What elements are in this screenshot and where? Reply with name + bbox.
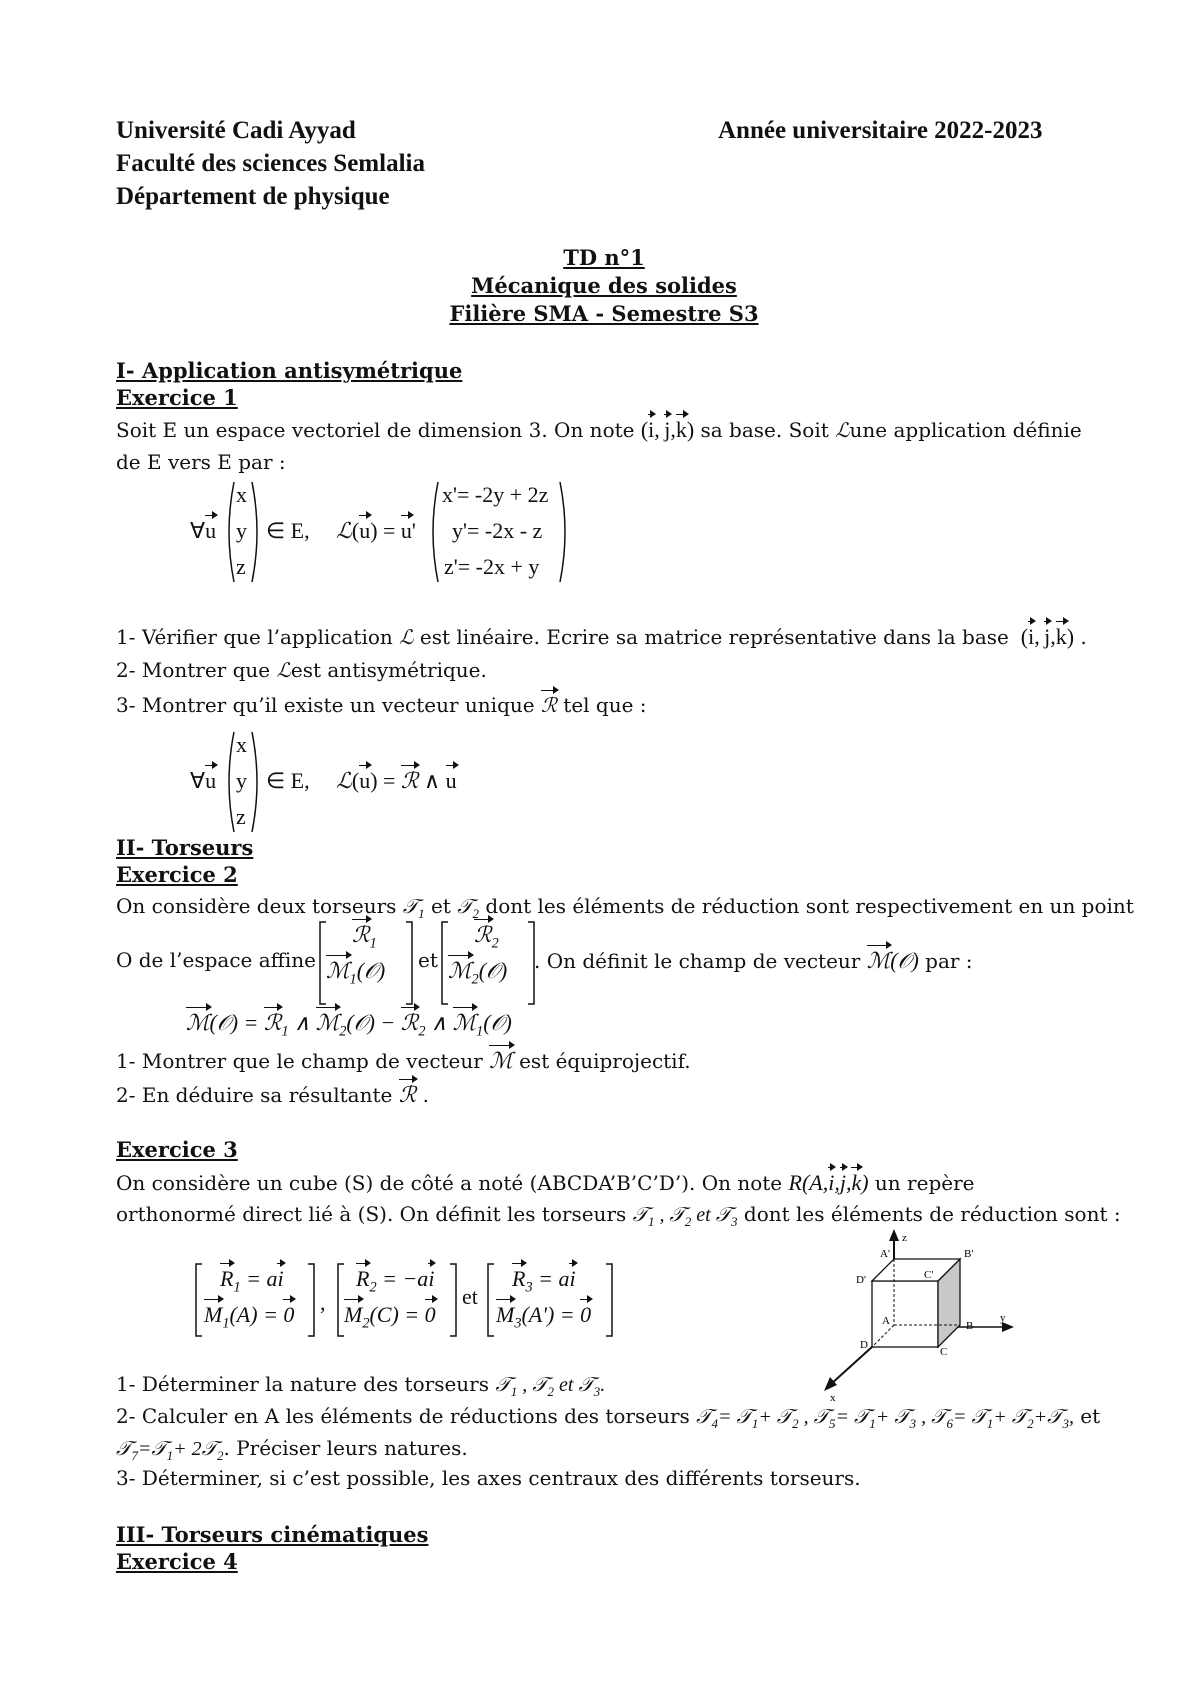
academic-year: Année universitaire 2022-2023	[718, 117, 1043, 144]
ex1-intro-line2: de E vers E par :	[116, 450, 286, 474]
section-3-heading: III- Torseurs cinématiques	[116, 1522, 429, 1547]
ex2-line1: On considère deux torseurs 𝒯$_1$ et 𝒯$_2$ dont les éléments de réduction sont respectivement en un point	[116, 894, 1134, 921]
basis-ijk: (i, j,k)	[640, 417, 695, 442]
svg-text:D: D	[860, 1339, 868, 1351]
svg-text:A: A	[882, 1315, 890, 1327]
svg-text:A': A'	[880, 1248, 890, 1260]
exercise-3-heading: Exercice 3	[116, 1137, 238, 1162]
td-number: TD n°1	[563, 245, 645, 270]
ex3-q2-line1: 2- Calculer en A les éléments de réductions des torseurs 𝒯$_4$= 𝒯$_1$+ 𝒯$_2$ , 𝒯$_5$= 𝒯$_1$+ 𝒯$_3$ , 𝒯$_6$= 𝒯$_1$+ 𝒯$_2$+𝒯$_3$, et	[116, 1404, 1101, 1431]
ex1-q3: 3- Montrer qu’il existe un vecteur unique ℛ tel que :	[116, 693, 647, 717]
ex2-line2b: . On définit le champ de vecteur ℳ(𝒪) par :	[534, 948, 973, 973]
svg-text:x: x	[830, 1392, 836, 1404]
ex1-q2: 2- Montrer que ℒest antisymétrique.	[116, 658, 487, 682]
exercise-2-heading: Exercice 2	[116, 862, 238, 887]
ex3-line1: On considère un cube (S) de côté a noté (ABCDA’B’C’D’). On note R(A,i,j,k) un repère	[116, 1170, 975, 1195]
section-1-heading: I- Application antisymétrique	[116, 358, 463, 383]
course-title: Mécanique des solides	[471, 273, 737, 298]
svg-text:z: z	[902, 1232, 907, 1244]
mapping-L-u: ℒ(u) = u'	[336, 518, 416, 543]
university-name: Université Cadi Ayyad	[116, 117, 356, 144]
section-2-heading: II- Torseurs	[116, 835, 254, 860]
exercise-1-heading: Exercice 1	[116, 385, 238, 410]
ex1-intro-line1: Soit E un espace vectoriel de dimension 3. On note (i, j,k) sa base. Soit ℒune application définie	[116, 417, 1082, 442]
ex3-line2: orthonormé direct lié à (S). On définit les torseurs 𝒯$_1$ , 𝒯$_2$ et 𝒯$_3$ dont les éléments de réduction sont :	[116, 1202, 1121, 1229]
ex3-q3: 3- Déterminer, si c’est possible, les axes centraux des différents torseurs.	[116, 1466, 861, 1490]
cube-diagram	[820, 1225, 1020, 1405]
svg-text:y: y	[1000, 1312, 1006, 1324]
ex2-line2a: O de l’espace affine	[116, 948, 316, 972]
svg-text:B: B	[966, 1320, 974, 1332]
ex3-q1: 1- Déterminer la nature des torseurs 𝒯$_1$ , 𝒯$_2$ et 𝒯$_3$.	[116, 1372, 606, 1399]
department-name: Département de physique	[116, 183, 390, 210]
faculty-name: Faculté des sciences Semlalia	[116, 150, 425, 177]
cross-product-formula: ℒ(u) = ℛ ∧ u	[336, 768, 457, 793]
svg-text:C: C	[940, 1346, 948, 1358]
exercise-4-heading: Exercice 4	[116, 1549, 238, 1574]
svg-text:C': C'	[924, 1269, 934, 1281]
ex2-q2: 2- En déduire sa résultante ℛ .	[116, 1082, 429, 1107]
forall-u: ∀u	[190, 518, 217, 543]
svg-text:B': B'	[964, 1248, 974, 1260]
svg-text:D': D'	[856, 1274, 866, 1286]
ex1-q1: 1- Vérifier que l’application ℒ est linéaire. Ecrire sa matrice représentative dans la base (i, j,k) .	[116, 624, 1087, 649]
program-semester: Filière SMA - Semestre S3	[449, 301, 759, 326]
ex3-q2-line2: 𝒯$_7$=𝒯$_1$+ 2𝒯$_2$. Préciser leurs natures.	[116, 1436, 468, 1463]
ex2-field-formula: ℳ(𝒪) = ℛ$_1$ ∧ ℳ$_2$(𝒪) − ℛ$_2$ ∧ ℳ$_1$(𝒪)	[186, 1010, 512, 1040]
ex2-q1: 1- Montrer que le champ de vecteur ℳ est équiprojectif.	[116, 1048, 691, 1073]
